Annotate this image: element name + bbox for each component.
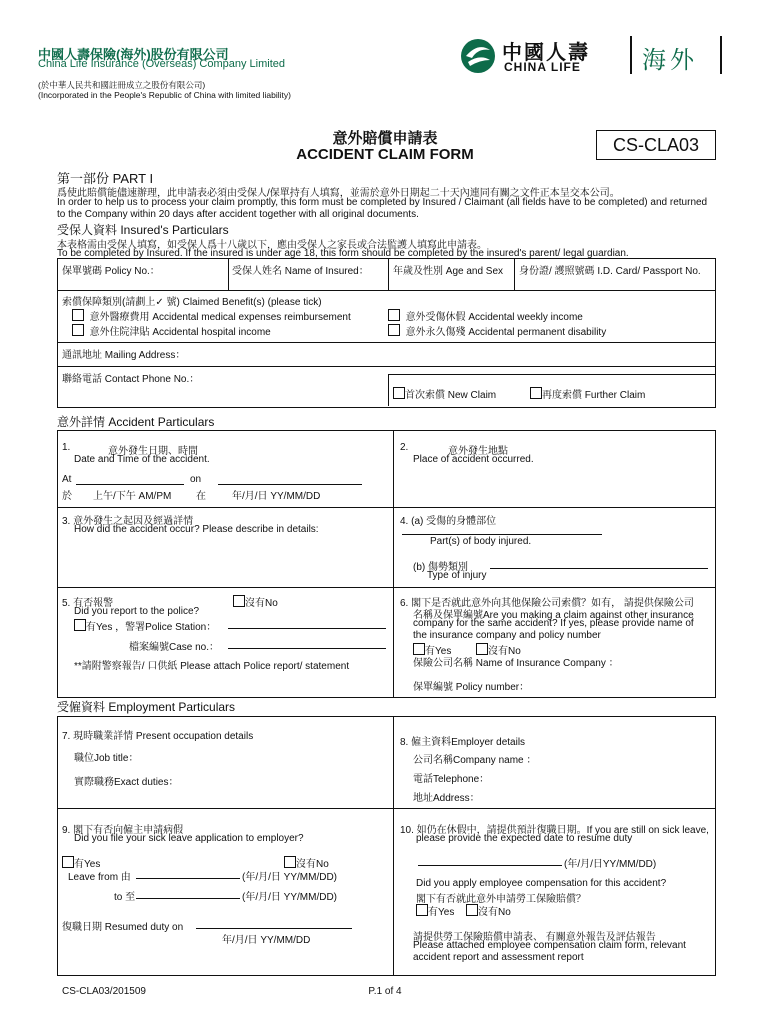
intro-en-2: to the Company within 20 days after accident together with all original documents. bbox=[57, 209, 419, 220]
logo-zh: 中國人壽 bbox=[502, 42, 590, 64]
q10-line-2: please provide the expected date to resume duty bbox=[416, 833, 633, 844]
checkbox[interactable] bbox=[72, 324, 84, 336]
comp-question-zh: 閣下有否就此意外申請勞工保險賠償？ bbox=[416, 894, 586, 905]
checkbox[interactable] bbox=[393, 387, 405, 399]
checkbox[interactable] bbox=[62, 856, 74, 868]
insured-note-zh: 本表格需由受保人填寫，如受保人爲十八歲以下，應由受保人之家長或合法監護人填寫此申請表。 bbox=[57, 240, 487, 251]
form-title-en: ACCIDENT CLAIM FORM bbox=[296, 146, 474, 163]
benefit-hospital-label: 意外住院津貼 Accidental hospital income bbox=[89, 327, 271, 338]
comp-no-label: 沒有No bbox=[478, 907, 511, 918]
q4a-label: 4. (a) 受傷的身體部位 bbox=[400, 516, 497, 527]
form-title-zh: 意外賠償申請表 bbox=[332, 130, 438, 147]
leave-to-label: to 至 bbox=[114, 892, 136, 903]
q6-line-2: 名稱及保單編號Are you making a claim against other insurance bbox=[413, 610, 694, 621]
comp-yes-label: 有Yes bbox=[428, 907, 455, 918]
part-heading: 第一部份 PART I bbox=[57, 171, 154, 186]
id-card-field[interactable]: 身份證/ 護照號碼 I.D. Card/ Passport No. bbox=[519, 266, 701, 277]
job-title-field[interactable]: 職位Job title： bbox=[74, 753, 139, 764]
at-label: At bbox=[62, 474, 72, 485]
leave-from-label: Leave from 由 bbox=[68, 872, 131, 883]
resumed-input[interactable] bbox=[196, 928, 352, 929]
incorporation-en: (Incorporated in the People's Republic of China with limited liability) bbox=[38, 90, 291, 100]
q8-label: 8. 僱主資料Employer details bbox=[400, 737, 526, 748]
insured-note-en: To be completed by Insured. If the insured is under age 18, this form should be completed by the insured's parent/ legal guardian. bbox=[57, 248, 629, 259]
q2-number: 2. bbox=[400, 442, 409, 453]
date-input[interactable] bbox=[218, 484, 362, 485]
leave-from-format: (年/月/日 YY/MM/DD) bbox=[242, 872, 337, 883]
q4b-label: (b) 傷勢類別 bbox=[413, 562, 468, 573]
employment-heading: 受僱資料 Employment Particulars bbox=[57, 700, 236, 714]
benefit-weekly-label: 意外受傷休假 Accidental weekly income bbox=[405, 312, 583, 323]
checkbox[interactable] bbox=[233, 595, 245, 607]
checkbox[interactable] bbox=[530, 387, 542, 399]
checkbox[interactable] bbox=[284, 856, 296, 868]
zai-label: 在 bbox=[196, 491, 206, 502]
incorporation-zh: (於中華人民共和國註冊成立之股份有限公司) bbox=[38, 80, 206, 90]
age-sex-field[interactable]: 年歲及性別 Age and Sex bbox=[393, 266, 504, 277]
duties-field[interactable]: 實際職務Exact duties： bbox=[74, 777, 179, 788]
accident-heading: 意外詳情 Accident Particulars bbox=[57, 415, 215, 429]
page-number: P.1 of 4 bbox=[368, 986, 402, 997]
resumed-format: 年/月/日 YY/MM/DD bbox=[222, 935, 311, 946]
q3-label: 3. 意外發生之起因及經過詳情 bbox=[62, 516, 194, 527]
logo-en: CHINA LIFE bbox=[504, 60, 581, 74]
attach-note-en-2: accident report and assessment report bbox=[413, 952, 584, 963]
policy-no-field[interactable]: 保單號碼 Policy No.： bbox=[62, 266, 160, 277]
new-claim-option[interactable] bbox=[393, 386, 496, 401]
checkbox[interactable] bbox=[388, 324, 400, 336]
leave-to-format: (年/月/日 YY/MM/DD) bbox=[242, 892, 337, 903]
benefit-permanent[interactable] bbox=[388, 323, 606, 338]
q6-yes-label: 有Yes bbox=[425, 646, 452, 657]
q2-label-zh: 意外發生地點 bbox=[448, 446, 508, 457]
contact-phone-field[interactable]: 聯絡電話 Contact Phone No.： bbox=[62, 374, 200, 385]
attach-note-en-1: Please attached employee compensation claim form, relevant bbox=[413, 940, 686, 951]
footer-form-code: CS-CLA03/201509 bbox=[62, 986, 146, 997]
q5-no-option[interactable] bbox=[233, 594, 278, 609]
attach-note-zh: 請提供勞工保險賠償申請表、 有關意外報告及評估報告 bbox=[413, 932, 656, 943]
new-claim-label: 首次索償 New Claim bbox=[405, 390, 497, 401]
body-part-input[interactable] bbox=[402, 534, 602, 535]
benefit-medical[interactable] bbox=[72, 308, 351, 323]
further-claim-label: 再度索償 Further Claim bbox=[542, 390, 646, 401]
checkbox[interactable] bbox=[74, 619, 86, 631]
policy-number-field[interactable]: 保單編號 Policy number： bbox=[413, 682, 530, 693]
q10-line-1: 10. 如仍在休假中，請提供預計復職日期。If you are still on sick leave, bbox=[400, 825, 709, 836]
intro-en-1: In order to help us to process your claim promptly, this form must be completed by Insured / Claimant (all fields have to be completed) and returned bbox=[57, 197, 708, 208]
q6-no-label: 沒有No bbox=[488, 646, 521, 657]
case-no-input[interactable] bbox=[228, 648, 386, 649]
q9-no-label: 沒有No bbox=[296, 859, 329, 870]
police-attach-note: **請附警察報告/ 口供紙 Please attach Police report/ statement bbox=[74, 661, 350, 672]
checkbox[interactable] bbox=[466, 904, 478, 916]
benefit-weekly[interactable] bbox=[388, 308, 583, 323]
comp-no-option[interactable] bbox=[466, 903, 511, 918]
q5-label-en: Did you report to the police? bbox=[74, 606, 200, 617]
insured-name-field[interactable]: 受保人姓名 Name of Insured： bbox=[232, 266, 369, 277]
q1-label-zh: 意外發生日期、時間 bbox=[108, 446, 198, 457]
q6-line-3: company for the same accident? If yes, please provide name of bbox=[413, 618, 694, 629]
q5-yes-option[interactable] bbox=[74, 618, 216, 633]
ampm-label: 上午/下午 AM/PM bbox=[93, 491, 172, 502]
leave-to-input[interactable] bbox=[136, 898, 240, 899]
q9-label: 9. 閣下有否向僱主申請病假 bbox=[62, 825, 184, 836]
telephone-field[interactable]: 電話Telephone： bbox=[413, 774, 490, 785]
address-field[interactable]: 地址Address： bbox=[413, 793, 480, 804]
q5-no-label: 沒有No bbox=[245, 598, 278, 609]
checkbox[interactable] bbox=[72, 309, 84, 321]
resumed-label: 復職日期 Resumed duty on bbox=[62, 922, 184, 933]
q6-line-1: 6. 閣下是否就此意外向其他保險公司索償？如有， 請提供保險公司 bbox=[400, 598, 694, 609]
benefit-medical-label: 意外醫療費用 Accidental medical expenses reimbursement bbox=[89, 312, 351, 323]
case-no-label: 檔案編號Case no.： bbox=[129, 642, 220, 653]
q2-label-en: Place of accident occurred. bbox=[413, 454, 534, 465]
form-code: CS-CLA03 bbox=[596, 130, 716, 160]
on-label: on bbox=[190, 474, 202, 485]
mailing-address-field[interactable]: 通訊地址 Mailing Address： bbox=[62, 350, 186, 361]
company-name-zh: 中國人壽保險(海外)股份有限公司 bbox=[38, 47, 229, 62]
benefit-hospital[interactable] bbox=[72, 323, 271, 338]
intro-zh: 爲使此賠償能儘速辦理，此申請表必須由受保人/保單持有人填寫，並需於意外日期起二十天內連同有關之文件正本呈交本公司。 bbox=[57, 188, 620, 199]
q3-label-en: How did the accident occur? Please describe in details: bbox=[74, 524, 319, 535]
police-station-input[interactable] bbox=[228, 628, 386, 629]
q5-yes-label: 有Yes ，警署Police Station： bbox=[86, 622, 217, 633]
company-name-en: China Life Insurance (Overseas) Company Limited bbox=[38, 58, 286, 70]
checkbox[interactable] bbox=[388, 309, 400, 321]
china-life-logo bbox=[458, 34, 728, 78]
q1-number: 1. bbox=[62, 442, 71, 453]
insurance-company-field[interactable]: 保險公司名稱 Name of Insurance Company ： bbox=[413, 658, 619, 669]
q9-yes-label: 有Yes bbox=[74, 859, 101, 870]
comp-yes-option[interactable] bbox=[416, 903, 454, 918]
q10-format: (年/月/日YY/MM/DD) bbox=[564, 859, 657, 870]
logo-suffix: 海外 bbox=[642, 47, 698, 74]
checkbox[interactable] bbox=[416, 904, 428, 916]
q6-line-4: the insurance company and policy number bbox=[413, 630, 601, 641]
comp-question-en: Did you apply employee compensation for this accident? bbox=[416, 878, 667, 889]
q7-label: 7. 現時職業詳情 Present occupation details bbox=[62, 731, 254, 742]
company-name-field[interactable]: 公司名稱Company name ： bbox=[413, 755, 537, 766]
q4b-label-en: Type of injury bbox=[427, 570, 487, 581]
time-input[interactable] bbox=[76, 484, 184, 485]
q1-label-en: Date and Time of the accident. bbox=[74, 454, 210, 465]
further-claim-option[interactable] bbox=[530, 386, 645, 401]
benefit-label: 索償保障類別(請劃上✓ 號) Claimed Benefit(s) (please tick) bbox=[62, 297, 322, 308]
expected-resume-input[interactable] bbox=[418, 865, 562, 866]
q4a-label-en: Part(s) of body injured. bbox=[430, 536, 532, 547]
q5-label: 5. 有否報警 bbox=[62, 598, 114, 609]
date-format: 年/月/日 YY/MM/DD bbox=[232, 491, 321, 502]
injury-type-input[interactable] bbox=[490, 568, 708, 569]
at-label-zh: 於 bbox=[62, 491, 72, 502]
leave-from-input[interactable] bbox=[136, 878, 240, 879]
benefit-permanent-label: 意外永久傷殘 Accidental permanent disability bbox=[405, 327, 607, 338]
q9-label-en: Did you file your sick leave application to employer? bbox=[74, 833, 304, 844]
insured-heading: 受保人資料 Insured's Particulars bbox=[57, 223, 229, 237]
